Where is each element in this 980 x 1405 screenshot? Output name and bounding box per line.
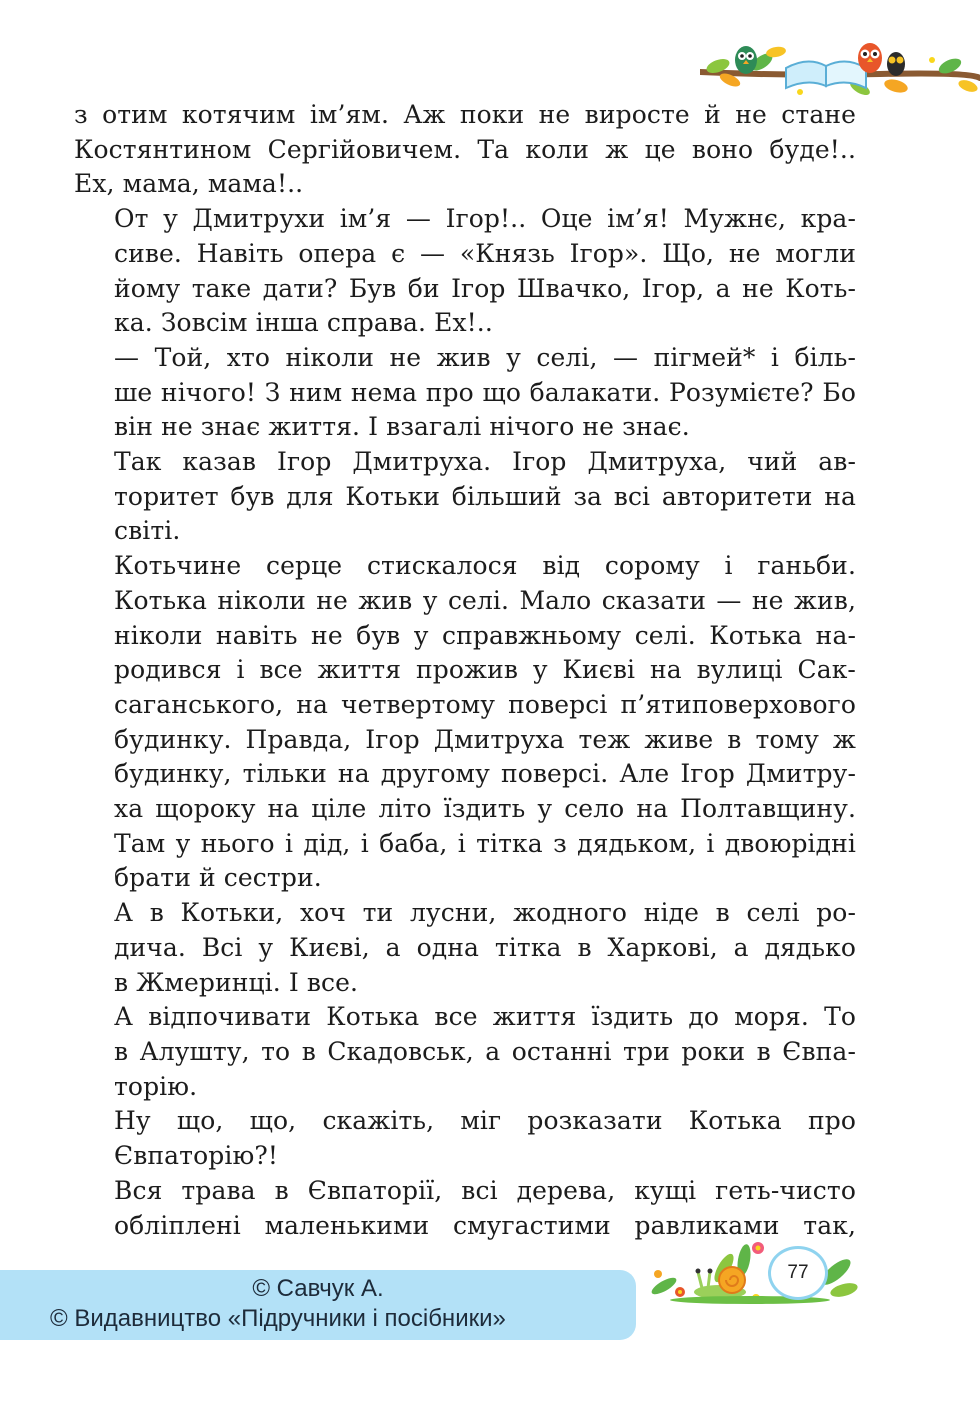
text-line: дича. Всі у Києві, а одна тітка в Харкові, а дядько: [114, 932, 856, 962]
paragraph: [74, 445, 856, 549]
text-line: Там у нього і дід, і баба, і тітка з дядьком, і двоюрідні: [114, 828, 856, 858]
page-number: 77: [768, 1246, 828, 1300]
copyright-author: © Савчук А.: [252, 1275, 384, 1302]
text-line: будинку. Правда, Ігор Дмитруха теж живе в тому ж: [114, 724, 856, 754]
paragraph: [74, 1000, 856, 1104]
text-line: йому таке дати? Був би Ігор Швачко, Ігор, а не Коть-: [114, 273, 856, 303]
paragraph: [74, 896, 856, 1000]
text-line: А відпочивати Котька все життя їздить до моря. То: [114, 1002, 856, 1032]
text-line: Ну що, що, скажіть, міг розказати Котька про: [114, 1106, 856, 1136]
text-line: А в Котьки, хоч ти лусни, жодного ніде в селі ро-: [114, 898, 856, 928]
text-line: ніколи навіть не був у справжньому селі. Котька на-: [114, 620, 856, 650]
paragraph: [74, 202, 856, 341]
text-line: будинку, тільки на другому поверсі. Але Ігор Дмитру-: [114, 759, 856, 789]
text-line: Вся трава в Євпаторії, всі дерева, кущі геть-чисто: [114, 1175, 856, 1205]
text-line: світі.: [114, 516, 181, 546]
text-line: Так казав Ігор Дмитруха. Ігор Дмитруха, чий ав-: [114, 447, 856, 477]
text-line: Євпаторію?!: [114, 1141, 278, 1171]
open-book-icon: [786, 61, 866, 88]
text-line: ше нічого! З ним нема про що балакати. Розумієте? Бо: [114, 377, 856, 407]
copyright-banner: [0, 1270, 636, 1340]
paragraph: [74, 1104, 856, 1173]
text-line: родився і все життя прожив у Києві на вулиці Сак-: [114, 655, 856, 685]
green-owl-icon: [735, 46, 757, 74]
black-owl-icon: [887, 52, 905, 76]
paragraph: [74, 549, 856, 896]
text-line: торію.: [114, 1071, 198, 1101]
text-line: Ех, мама, мама!..: [74, 169, 304, 199]
text-line: Костянтином Сергійовичем. Та коли ж це воно буде!..: [74, 134, 856, 164]
text-line: з отим котячим ім’ям. Аж поки не виросте й не стане: [74, 100, 856, 129]
paragraph: [74, 341, 856, 445]
text-line: обліплені маленькими смугастими равликами так,: [114, 1210, 856, 1240]
paragraph: [74, 98, 856, 202]
text-line: він не знає життя. І взагалі нічого не знає.: [114, 412, 690, 442]
text-line: Котька ніколи не жив у селі. Мало сказати — не жив,: [114, 585, 856, 615]
text-line: ха щороку на ціле літо їздить у село на Полтавщину.: [114, 794, 856, 824]
text-line: брати й сестри.: [114, 863, 322, 893]
copyright-publisher: © Видавництво «Підручники і посібники»: [50, 1305, 506, 1332]
text-line: Котьчине серце стискалося від сорому і ганьби.: [114, 551, 856, 581]
orange-owl-icon: [858, 43, 882, 73]
text-line: в Жмеринці. І все.: [114, 967, 359, 997]
text-line: — Той, хто ніколи не жив у селі, — пігмей* і біль-: [114, 342, 856, 372]
text-line: саганського, на четвертому поверсі п’ятиповерхового: [114, 689, 856, 719]
text-line: От у Дмитрухи ім’я — Ігор!.. Оце ім’я! Мужнє, кра-: [114, 204, 856, 234]
text-line: торитет був для Котьки більший за всі авторитети на: [114, 481, 856, 511]
text-line: в Алушту, то в Скадовськ, а останні три роки в Євпа-: [114, 1036, 856, 1066]
text-line: сиве. Навіть опера є — «Князь Ігор». Що, не могли: [114, 238, 856, 268]
text-line: ка. Зовсім інша справа. Ех!..: [114, 308, 493, 338]
story-text: [74, 98, 856, 1243]
